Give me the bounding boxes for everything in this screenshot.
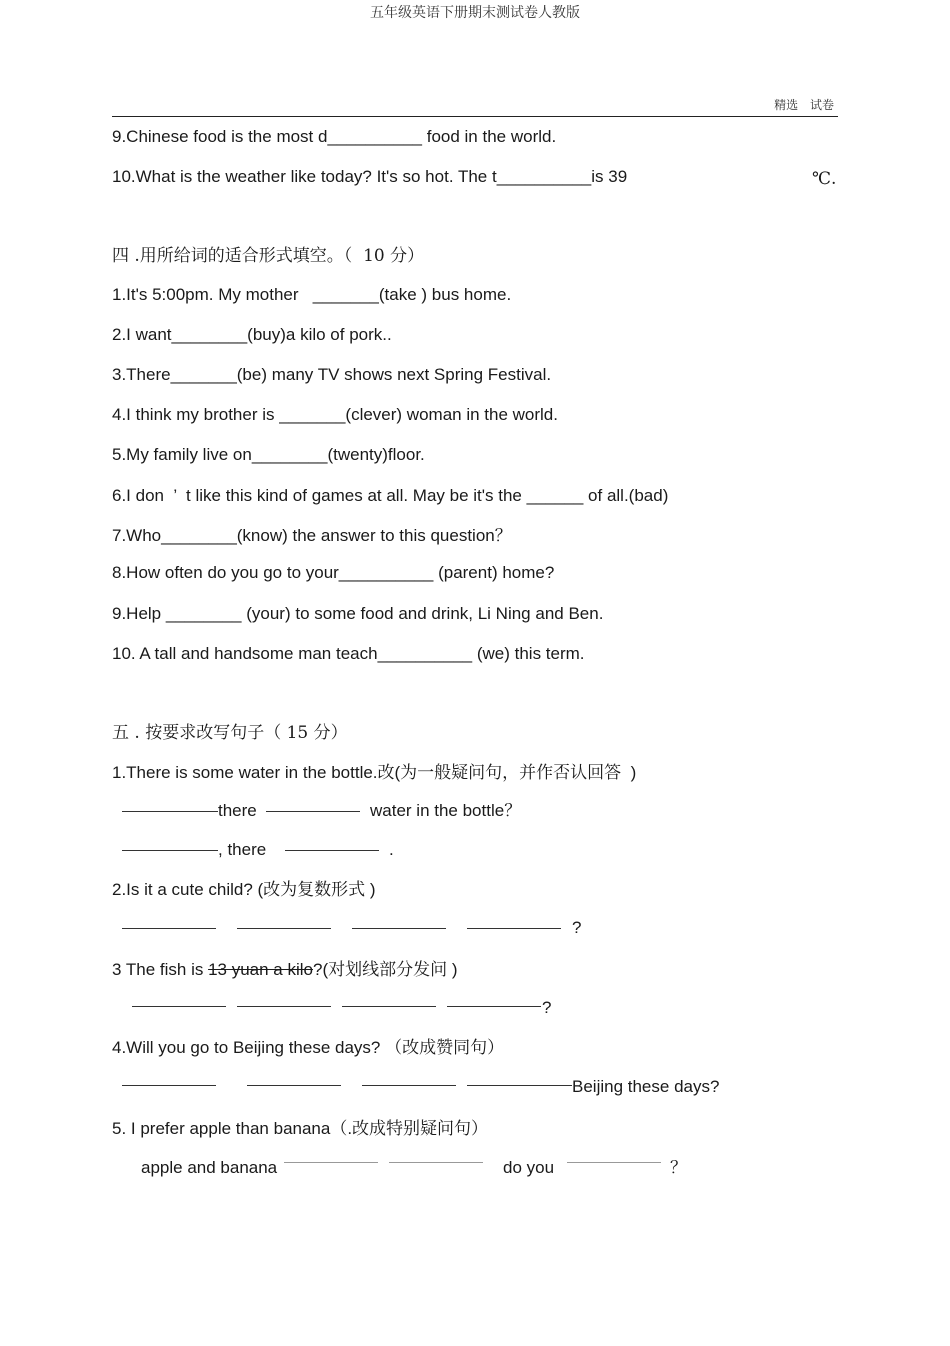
answer-blank bbox=[352, 928, 446, 929]
s5-q3-end: ? bbox=[542, 998, 552, 1017]
answer-blank bbox=[266, 811, 360, 812]
s5-q3-suffix: ?(对划线部分发问 ) bbox=[312, 960, 458, 979]
answer-blank bbox=[122, 850, 218, 851]
s5-question-3 bbox=[112, 960, 457, 980]
s5-q2-end: ? bbox=[572, 918, 582, 937]
answer-blank bbox=[389, 1162, 483, 1163]
s5-question-5: 5. I prefer apple than banana（.改成特别疑问句） bbox=[112, 1119, 489, 1138]
s5-q5-start: apple and banana bbox=[141, 1158, 278, 1177]
answer-blank bbox=[122, 1085, 216, 1086]
s5-question-1: 1.There is some water in the bottle.改(为一般疑问句，并作否认回答 ) bbox=[112, 763, 637, 782]
s5-q1-line1-rest: water in the bottle？ bbox=[370, 801, 522, 820]
s3-question-9: 9.Chinese food is the most d__________ food in the world. bbox=[112, 127, 557, 146]
answer-blank bbox=[467, 928, 561, 929]
answer-blank bbox=[237, 1006, 331, 1007]
s4-item-10: 10. A tall and handsome man teach__________ (we) this term. bbox=[112, 644, 585, 663]
answer-blank bbox=[237, 928, 331, 929]
answer-blank bbox=[284, 1162, 378, 1163]
answer-blank bbox=[342, 1006, 436, 1007]
answer-blank bbox=[362, 1085, 456, 1086]
s5-q1-line2-end: . bbox=[389, 840, 394, 859]
header-rule bbox=[112, 116, 838, 117]
s5-q1-line2-there: , there bbox=[218, 840, 267, 859]
s3-question-10: 10.What is the weather like today? It's so hot. The t__________is 39 bbox=[112, 167, 628, 186]
s5-question-2: 2.Is it a cute child? (改为复数形式 ) bbox=[112, 880, 376, 899]
answer-blank bbox=[447, 1006, 541, 1007]
s4-item-8: 8.How often do you go to your__________ (parent) home? bbox=[112, 563, 555, 582]
s4-item-1: 1.It's 5:00pm. My mother _______(take ) bus home. bbox=[112, 285, 512, 304]
answer-blank bbox=[122, 928, 216, 929]
s5-q5-end: ？ bbox=[670, 1158, 687, 1178]
s3-question-10-unit: ℃. bbox=[812, 169, 837, 189]
s5-q5-mid: do you bbox=[503, 1158, 555, 1177]
answer-blank bbox=[122, 811, 218, 812]
s5-q3-struck-phrase: 13 yuan a kilo bbox=[208, 960, 313, 979]
s5-question-4: 4.Will you go to Beijing these days? （改成赞同句） bbox=[112, 1038, 505, 1057]
answer-blank bbox=[132, 1006, 226, 1007]
answer-blank bbox=[567, 1162, 661, 1163]
answer-blank bbox=[247, 1085, 341, 1086]
s4-item-2: 2.I want________(buy)a kilo of pork.. bbox=[112, 325, 392, 344]
corner-label: 精选 试卷 bbox=[774, 98, 834, 112]
s5-q4-end: Beijing these days? bbox=[572, 1077, 720, 1096]
s4-item-7: 7.Who________(know) the answer to this question？ bbox=[112, 526, 512, 545]
section-4-title: 四 .用所给词的适合形式填空。（ 10 分） bbox=[112, 246, 425, 266]
s4-item-3: 3.There_______(be) many TV shows next Spring Festival. bbox=[112, 365, 552, 384]
s5-q1-word-there: there bbox=[218, 801, 257, 820]
section-5-title: 五 . 按要求改写句子（ 15 分） bbox=[112, 723, 348, 743]
answer-blank bbox=[285, 850, 379, 851]
s4-item-6: 6.I don ’ t like this kind of games at all. May be it's the ______ of all.(bad) bbox=[112, 486, 669, 505]
s5-q3-prefix: 3 The fish is bbox=[112, 960, 209, 979]
s4-item-9: 9.Help ________ (your) to some food and drink, Li Ning and Ben. bbox=[112, 604, 604, 623]
s4-item-5: 5.My family live on________(twenty)floor. bbox=[112, 445, 425, 464]
s4-item-4: 4.I think my brother is _______(clever) woman in the world. bbox=[112, 405, 558, 424]
answer-blank bbox=[467, 1085, 572, 1086]
document-header: 五年级英语下册期末测试卷人教版 bbox=[370, 5, 580, 21]
